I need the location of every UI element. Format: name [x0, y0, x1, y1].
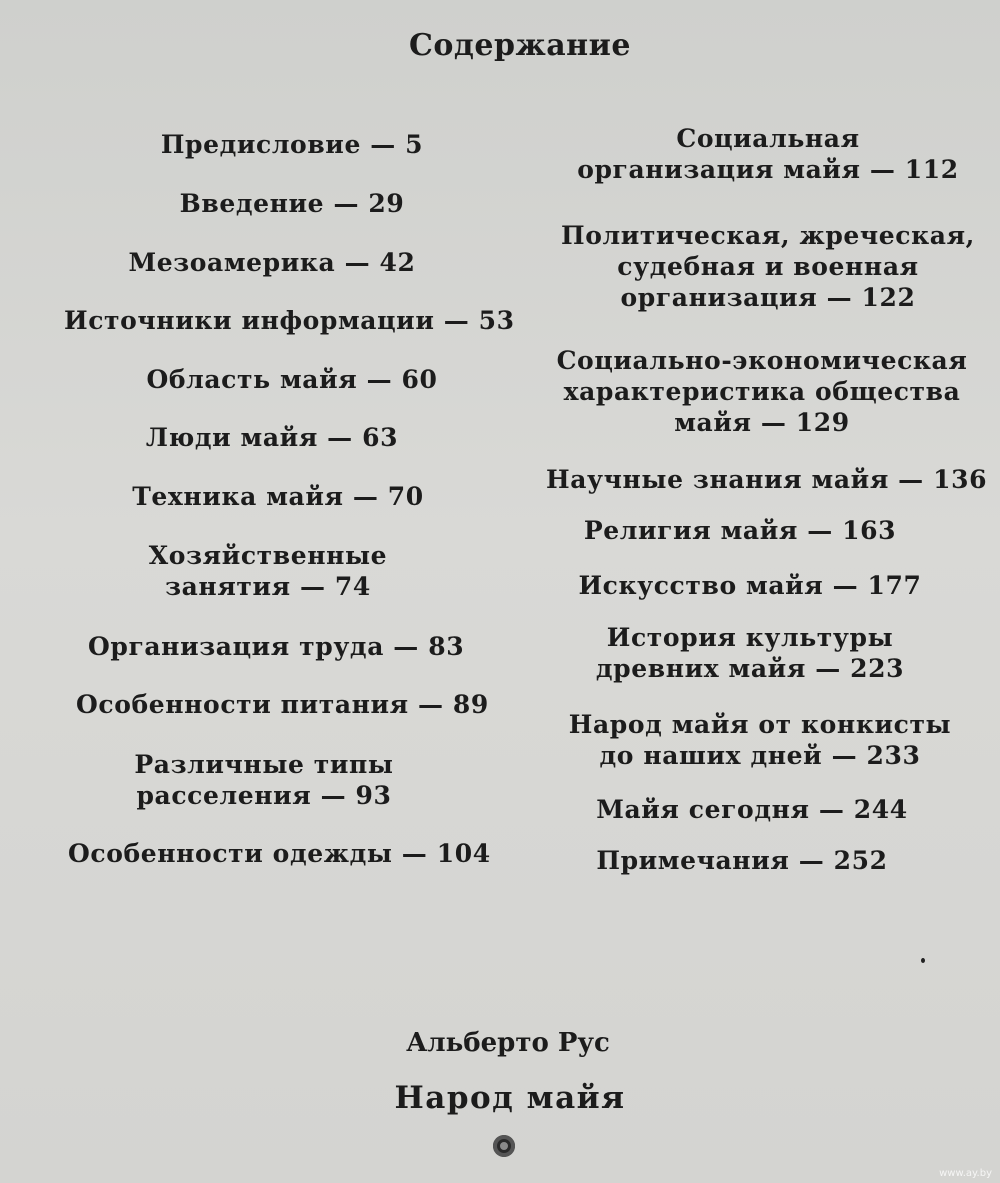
toc-entry	[560, 515, 920, 546]
toc-entry-line: Введение — 29	[179, 189, 405, 218]
print-mark	[921, 958, 925, 963]
toc-entry-line: занятия — 74	[165, 572, 371, 601]
toc-entry-line: до наших дней — 233	[599, 741, 921, 770]
toc-entry-line: Политическая, жреческая,	[561, 221, 975, 250]
toc-entry	[76, 689, 489, 720]
toc-entry	[88, 481, 468, 512]
author-name: Альберто Рус	[406, 1028, 610, 1058]
toc-entry	[560, 709, 960, 771]
toc-entry-line: Источники информации — 53	[64, 306, 515, 335]
toc-title: Содержание	[409, 28, 631, 63]
toc-entry	[560, 622, 940, 684]
toc-entry	[88, 749, 440, 811]
toc-entry-line: Особенности одежды — 104	[68, 839, 491, 868]
toc-entry-line: Социально-экономическая	[556, 346, 968, 375]
toc-entry	[560, 845, 924, 876]
toc-entry	[560, 220, 976, 313]
toc-entry-line: Различные типы	[134, 750, 394, 779]
toc-entry-line: Народ майя от конкисты	[568, 710, 952, 739]
toc-entry-line: Хозяйственные	[148, 541, 388, 570]
toc-entry-line: судебная и военная	[617, 252, 919, 281]
toc-entry-line: Люди майя — 63	[145, 423, 399, 452]
toc-entry-line: Техника майя — 70	[132, 482, 424, 511]
toc-entry-line: расселения — 93	[136, 781, 392, 810]
toc-entry-line: Религия майя — 163	[583, 516, 897, 545]
toc-entry	[546, 464, 988, 495]
toc-entry-line: характеристика общества	[563, 377, 961, 406]
toc-entry	[64, 305, 515, 336]
toc-entry-line: Примечания — 252	[596, 846, 888, 875]
toc-entry-line: Мезоамерика — 42	[128, 248, 416, 277]
toc-entry-line: организация майя — 112	[577, 155, 959, 184]
toc-entry-line: Организация труда — 83	[88, 632, 465, 661]
toc-entry-line: Предисловие — 5	[160, 130, 424, 159]
toc-entry-line: Научные знания майя — 136	[546, 465, 988, 494]
toc-entry	[88, 364, 496, 395]
toc-entry	[560, 570, 940, 601]
toc-entry	[88, 247, 456, 278]
book-title: Народ майя	[394, 1080, 626, 1116]
toc-entry	[88, 422, 456, 453]
toc-entry	[88, 188, 496, 219]
toc-entry	[548, 345, 976, 438]
toc-entry-line: майя — 129	[674, 408, 850, 437]
toc-entry-line: древних майя — 223	[595, 654, 905, 683]
toc-entry-line: Особенности питания — 89	[76, 690, 489, 719]
toc-entry-line: Майя сегодня — 244	[596, 795, 908, 824]
publisher-emblem-icon	[493, 1135, 515, 1157]
toc-entry	[88, 129, 496, 160]
toc-entry-line: История культуры	[606, 623, 894, 652]
toc-entry-line: организация — 122	[620, 283, 916, 312]
toc-entry	[560, 794, 944, 825]
toc-entry	[560, 123, 976, 185]
toc-entry	[88, 631, 465, 662]
toc-entry-line: Область майя — 60	[146, 365, 438, 394]
toc-entry	[68, 838, 491, 869]
watermark: www.ay.by	[939, 1168, 992, 1179]
toc-entry	[88, 540, 448, 602]
toc-entry-line: Искусство майя — 177	[578, 571, 922, 600]
toc-entry-line: Социальная	[676, 124, 860, 153]
